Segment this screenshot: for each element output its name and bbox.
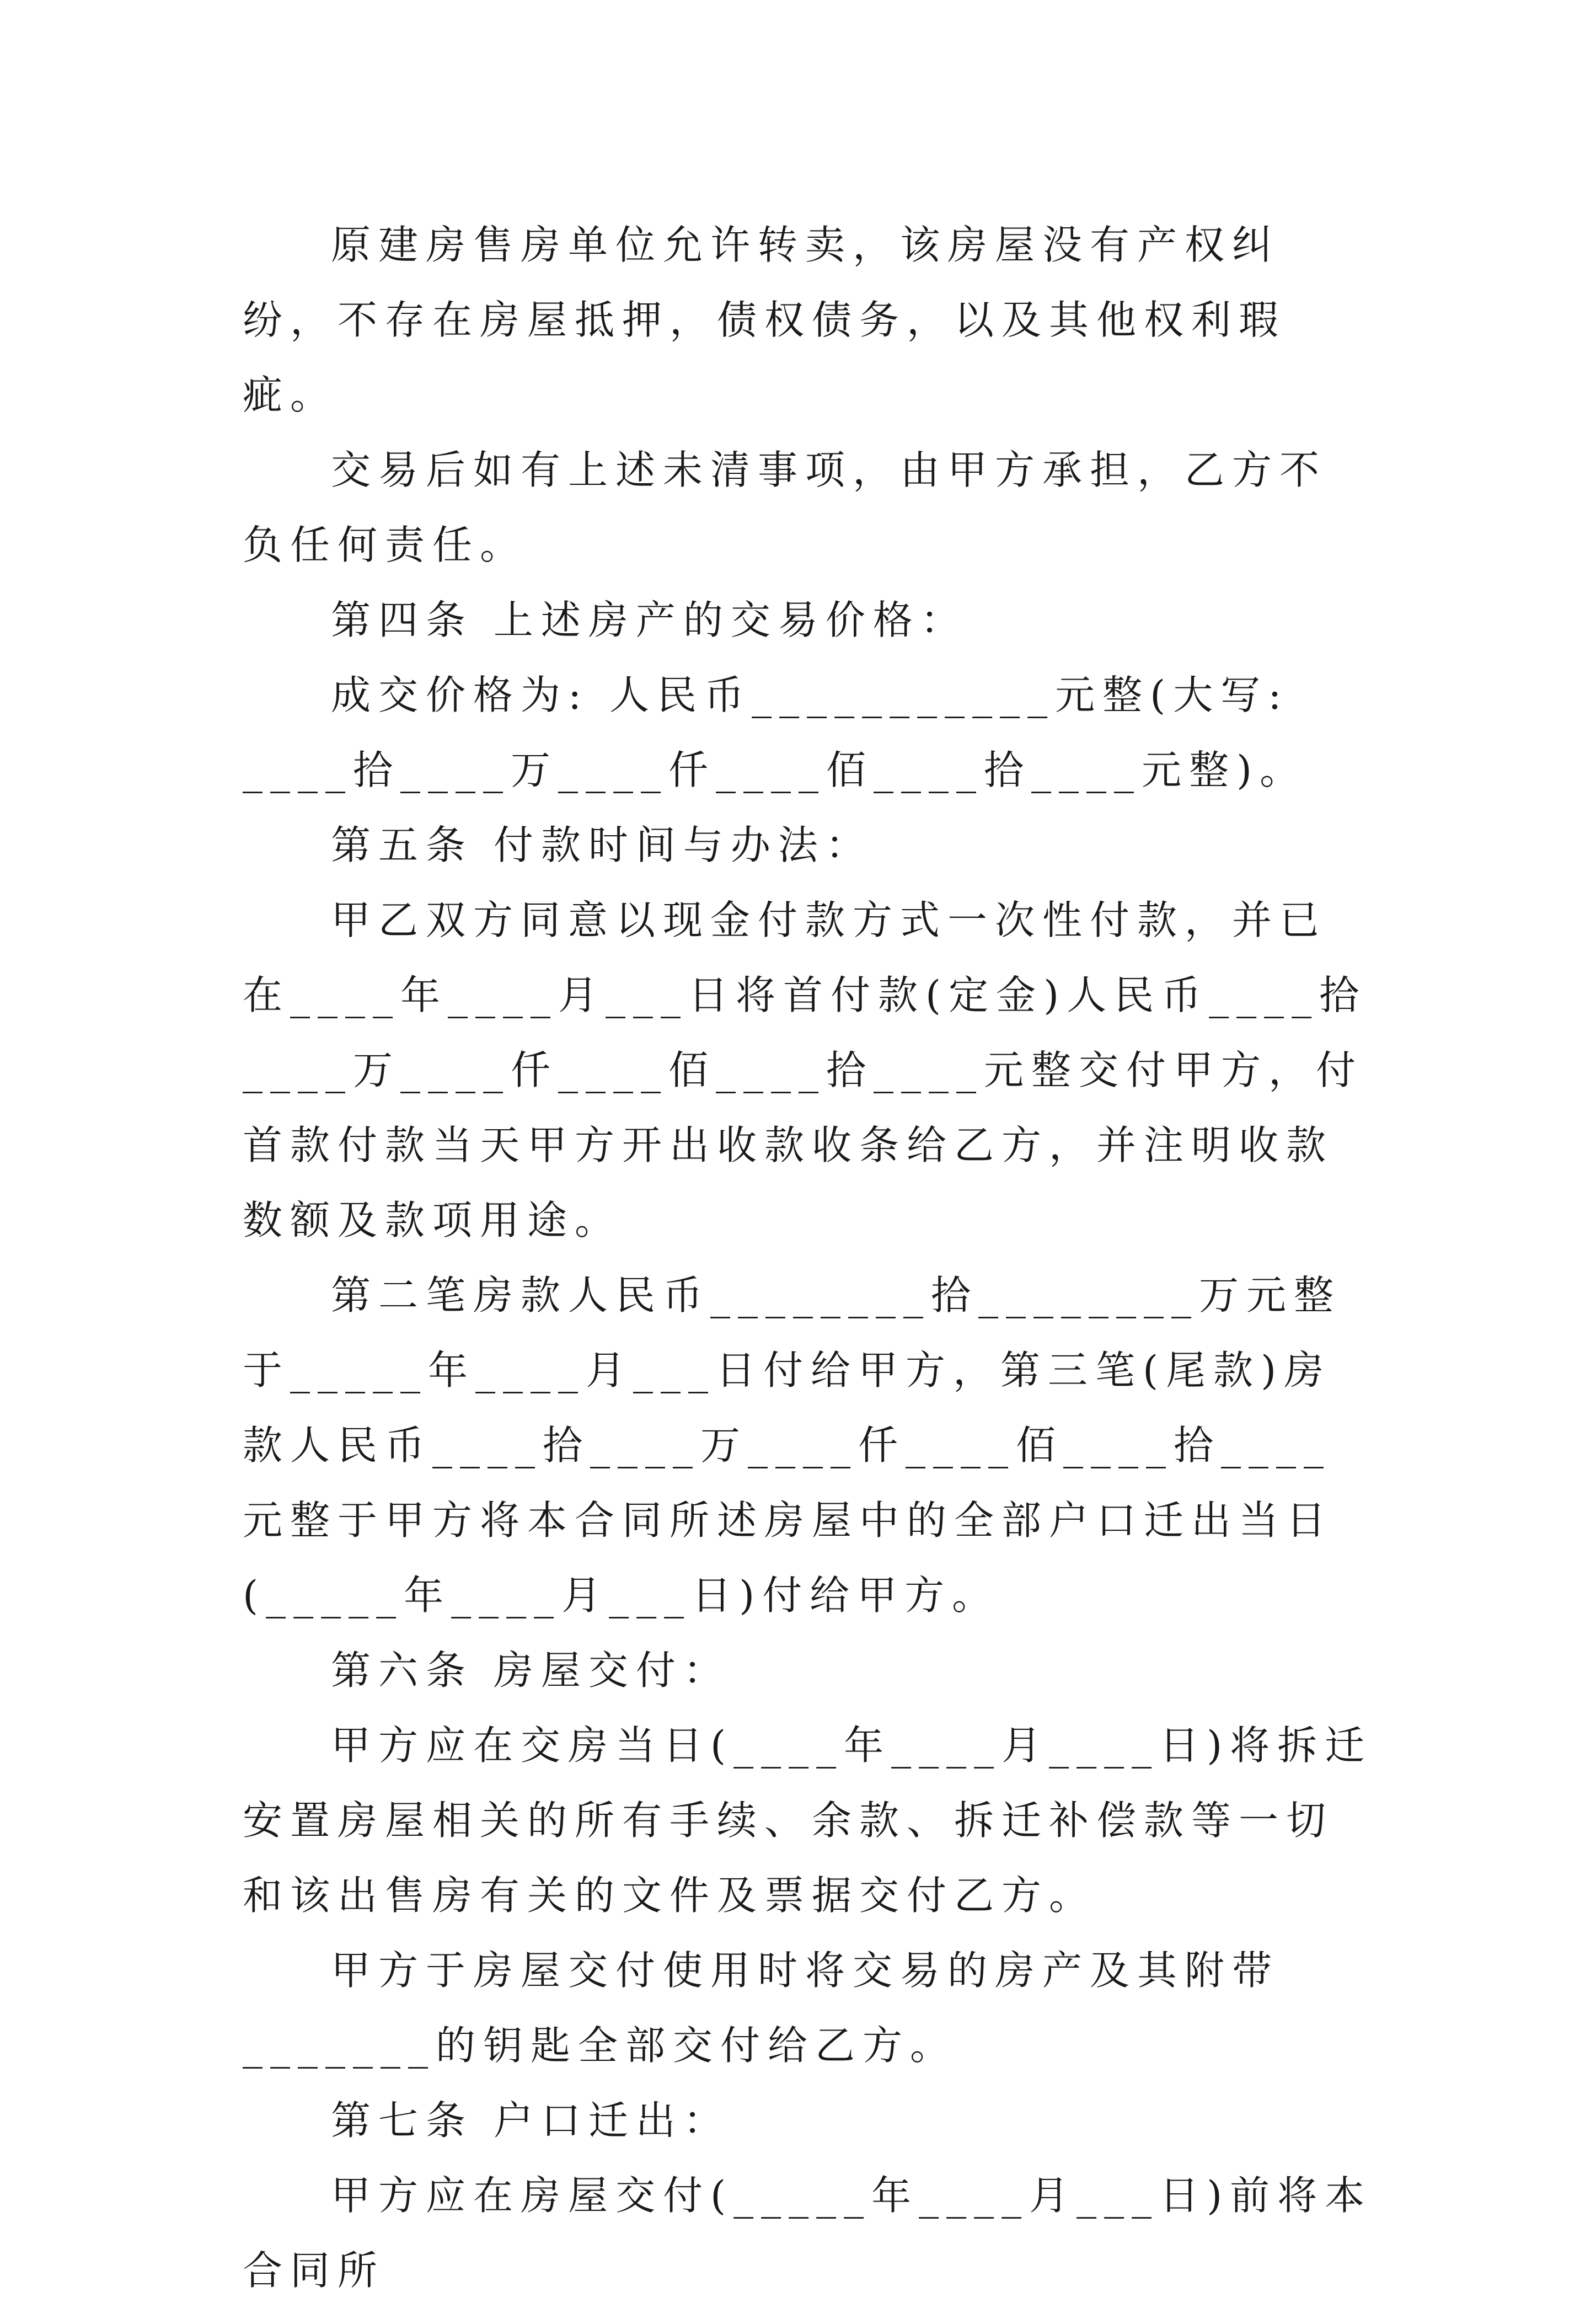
article-6-heading: 第六条 房屋交付： xyxy=(331,1647,731,1693)
article-5-heading: 第五条 付款时间与办法： xyxy=(331,822,873,868)
paragraph-handover-documents: 甲方应在交房当日(____年____月____日)将拆迁安置房屋相关的所有手续、余款、拆迁补偿款等一切和该出售房有关的文件及票据交付乙方。 xyxy=(243,1722,1373,1919)
document-body xyxy=(243,207,1373,2308)
article-4-heading: 第四条 上述房产的交易价格： xyxy=(331,597,968,643)
paragraph-household-registration: 甲方应在房屋交付(_____年____月___日)前将本合同所 xyxy=(243,2172,1373,2294)
paragraph-liability: 交易后如有上述未清事项，由甲方承担，乙方不负任何责任。 xyxy=(243,447,1327,568)
paragraph-handover-keys: 甲方于房屋交付使用时将交易的房产及其附带_______的钥匙全部交付给乙方。 xyxy=(243,1947,1280,2069)
article-7-heading: 第七条 户口迁出： xyxy=(331,2097,731,2144)
paragraph-second-third-payment: 第二笔房款人民币________拾________万元整于_____年____月___日付给甲方，第三笔(尾款)房款人民币____拾____万____仟____佰____拾____元整于甲方将本合同所述房屋中的全部户口迁出当日(_____年____月___日)付给甲方。 xyxy=(243,1272,1342,1618)
paragraph-down-payment: 甲乙双方同意以现金付款方式一次性付款，并已在____年____月___日将首付款(定金)人民币____拾____万____仟____佰____拾____元整交付甲方，付首款付款当天甲方开出收款收条给乙方，并注明收款数额及款项用途。 xyxy=(243,897,1367,1243)
paragraph-transaction-price: 成交价格为: 人民币___________元整(大写: ____拾____万____仟____佰____拾____元整)。 xyxy=(243,672,1308,793)
paragraph-property-status: 原建房售房单位允许转卖，该房屋没有产权纠纷，不存在房屋抵押，债权债务，以及其他权利瑕疵。 xyxy=(243,222,1287,418)
